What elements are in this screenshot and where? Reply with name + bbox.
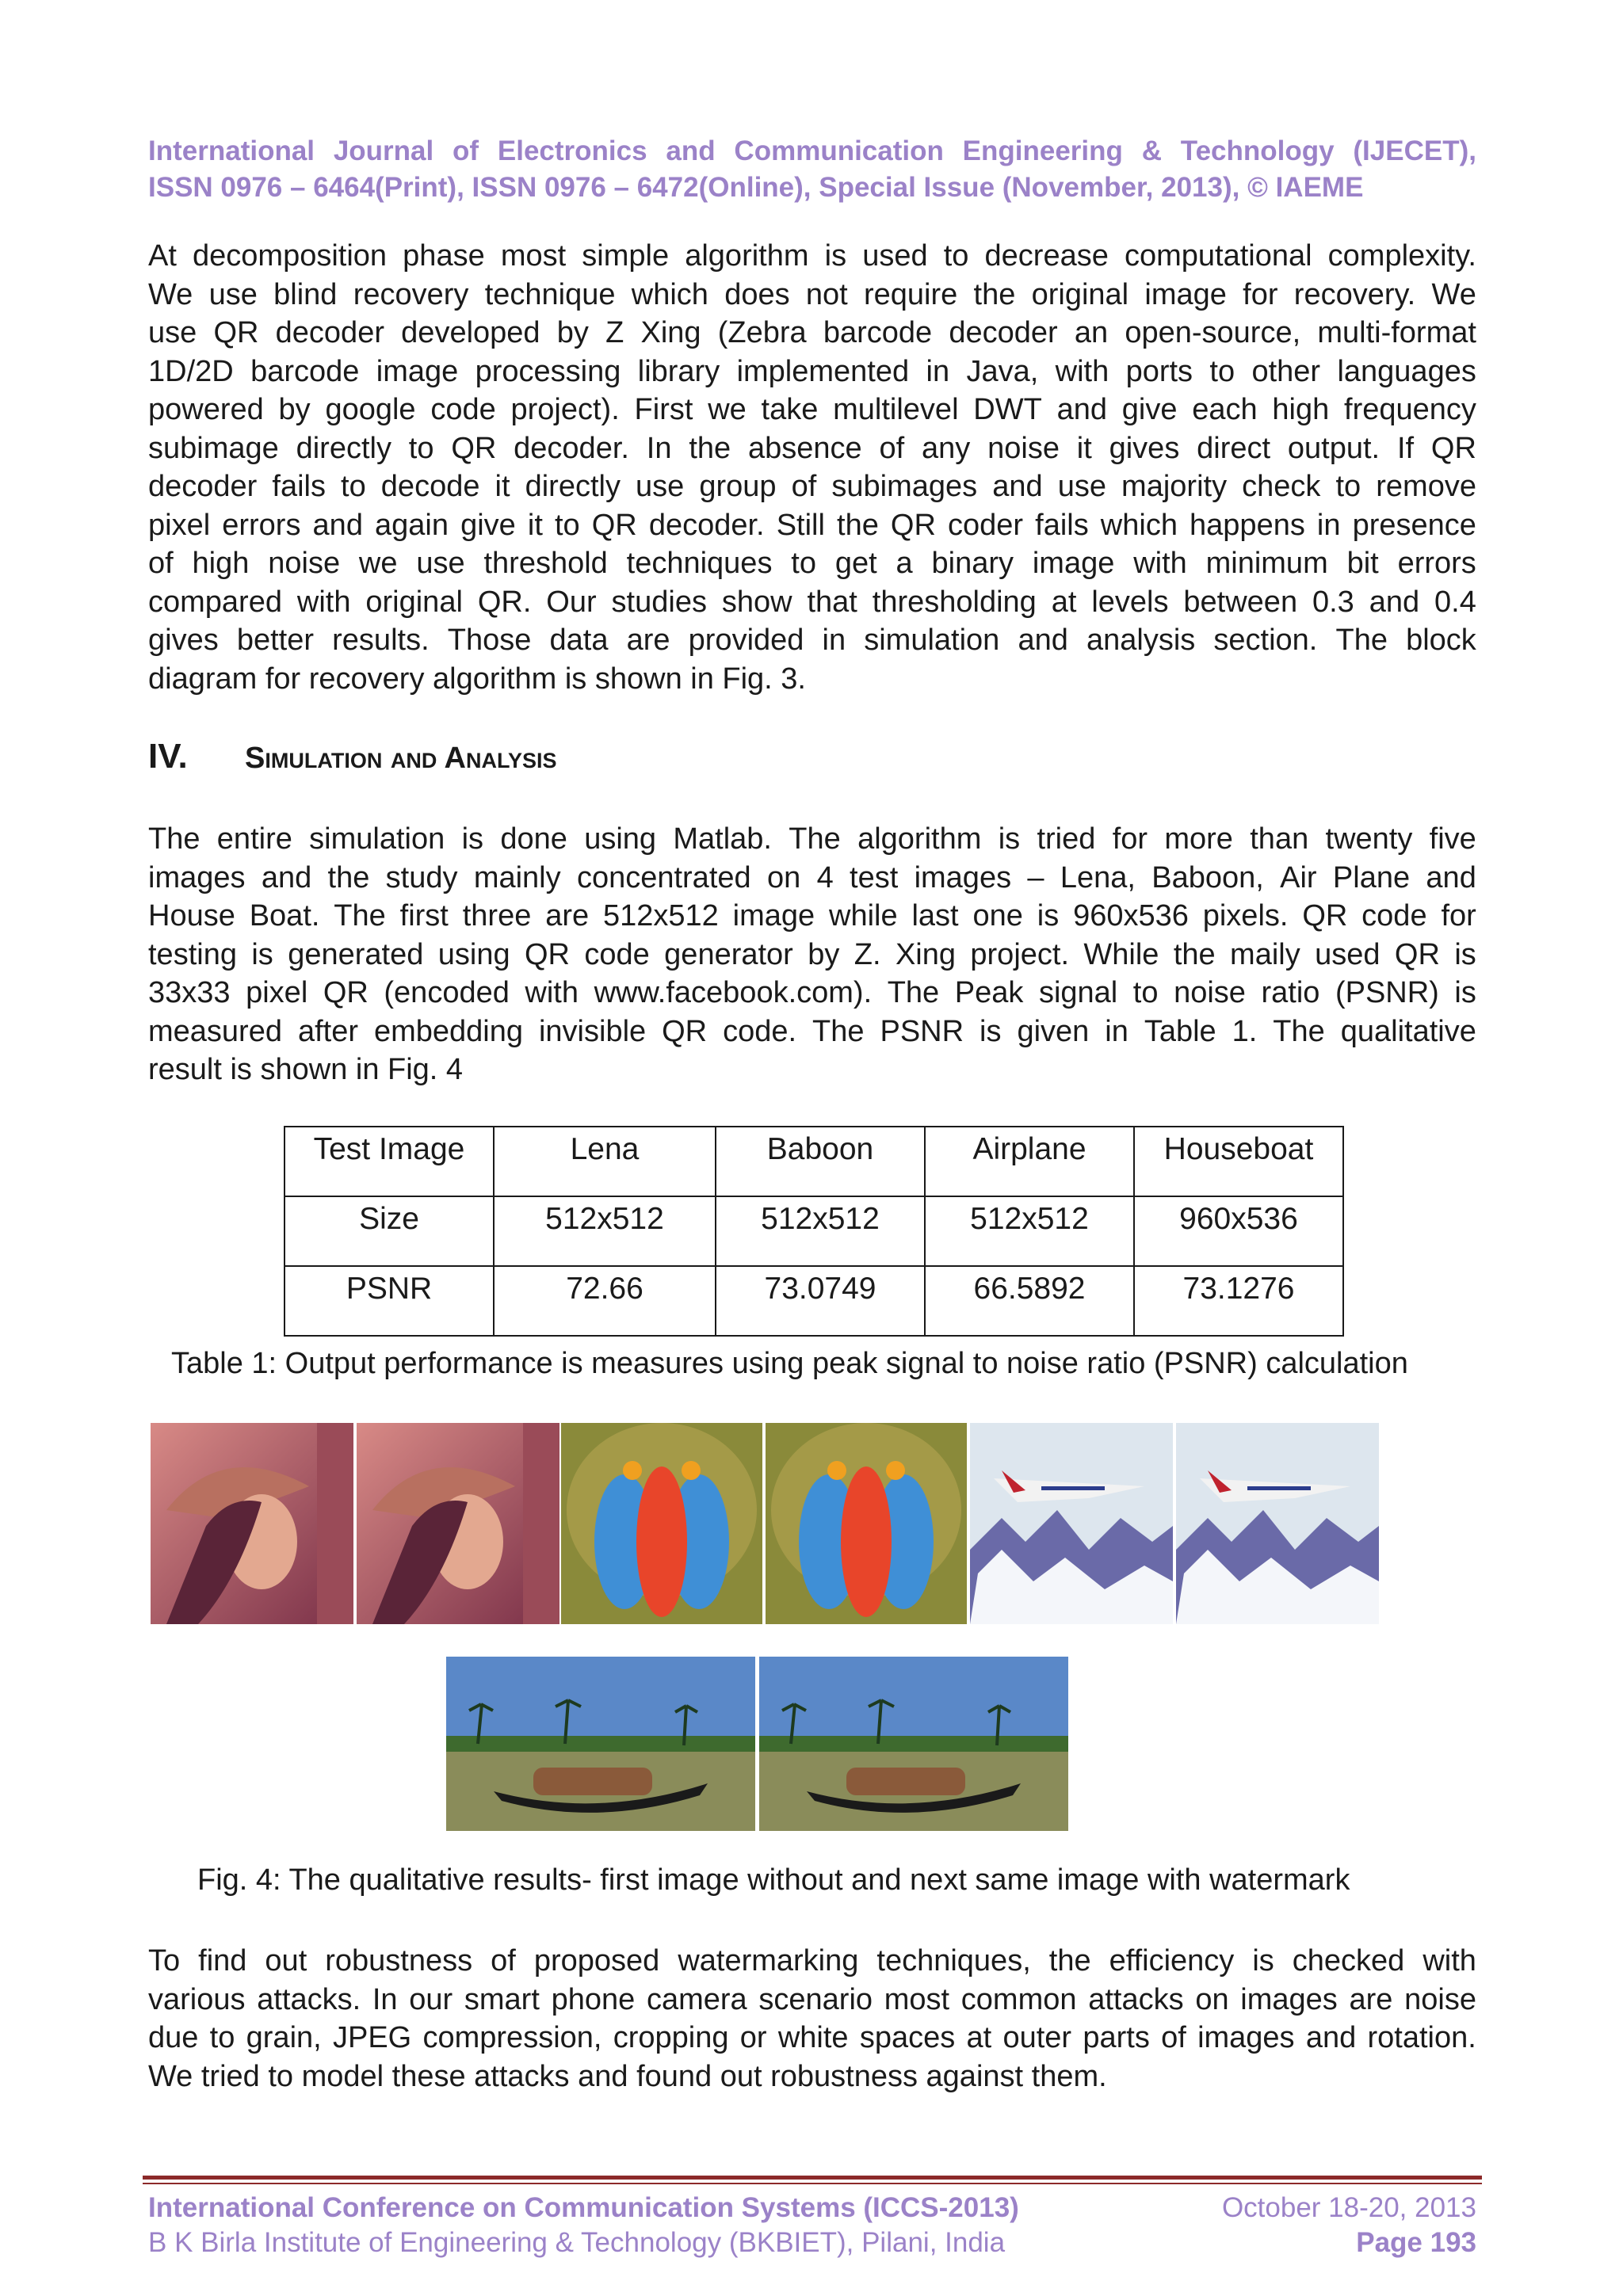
text-line: result is shown in Fig. 4 <box>148 1053 464 1086</box>
airplane-watermarked-image <box>1176 1423 1379 1624</box>
text-line: We use blind recovery technique which does not require the original image for recovery. We <box>148 277 1476 311</box>
table-cell: Test Image <box>285 1127 494 1196</box>
table-cell: PSNR <box>285 1266 494 1336</box>
baboon-watermarked-image <box>766 1423 967 1624</box>
page-number: Page 193 <box>1356 2227 1476 2258</box>
lena-watermarked-image <box>357 1423 559 1624</box>
table-cell: Size <box>285 1196 494 1266</box>
houseboat-watermarked-image <box>759 1657 1068 1831</box>
table-cell: 512x512 <box>925 1196 1134 1266</box>
section-title: Simulation and Analysis <box>245 742 557 775</box>
text-line: 33x33 pixel QR (encoded with www.facebook.com). The Peak signal to noise ratio (PSNR) is <box>148 976 1476 1009</box>
table-cell: 512x512 <box>494 1196 716 1266</box>
journal-header <box>148 133 1476 206</box>
text-line: compared with original QR. Our studies show that thresholding at levels between 0.3 and 0.4 <box>148 585 1476 619</box>
text-line: To find out robustness of proposed watermarking techniques, the efficiency is checked with <box>148 1944 1476 1978</box>
table-row <box>285 1266 1343 1336</box>
footer-line-1 <box>148 2191 1476 2225</box>
header-line-2: ISSN 0976 – 6464(Print), ISSN 0976 – 6472(Online), Special Issue (November, 2013), © IAEME <box>148 172 1364 203</box>
psnr-table <box>284 1126 1344 1337</box>
text-line: powered by google code project). First we take multilevel DWT and give each high frequency <box>148 393 1476 426</box>
text-line: We tried to model these attacks and found out robustness against them. <box>148 2059 1107 2093</box>
footer-line-2 <box>148 2225 1476 2260</box>
table-cell: 512x512 <box>716 1196 925 1266</box>
text-line: House Boat. The first three are 512x512 image while last one is 960x536 pixels. QR code for <box>148 899 1476 933</box>
text-line: images and the study mainly concentrated on 4 test images – Lena, Baboon, Air Plane and <box>148 860 1476 894</box>
table-cell: 960x536 <box>1134 1196 1343 1266</box>
text-line: 1D/2D barcode image processing library implemented in Java, with ports to other languages <box>148 354 1476 388</box>
footer-rule-thick <box>143 2176 1482 2180</box>
text-line: use QR decoder developed by Z Xing (Zebra barcode decoder an open-source, multi-format <box>148 316 1476 349</box>
text-line: various attacks. In our smart phone camera scenario most common attacks on images are noise <box>148 1982 1476 2016</box>
table-cell: 72.66 <box>494 1266 716 1336</box>
institute-name: B K Birla Institute of Engineering & Technology (BKBIET), Pilani, India <box>148 2227 1006 2258</box>
text-line: diagram for recovery algorithm is shown in Fig. 3. <box>148 662 806 696</box>
table-cell: 73.1276 <box>1134 1266 1343 1336</box>
table-cell: 73.0749 <box>716 1266 925 1336</box>
text-line: The entire simulation is done using Matlab. The algorithm is tried for more than twenty five <box>148 822 1476 856</box>
paragraph-robustness <box>148 1942 1476 2096</box>
conference-name: International Conference on Communication Systems (ICCS-2013) <box>148 2192 1019 2223</box>
text-line: of high noise we use threshold techniques to get a binary image with minimum bit errors <box>148 547 1476 580</box>
table-cell: Airplane <box>925 1127 1134 1196</box>
table-row <box>285 1196 1343 1266</box>
footer-rule-thin <box>143 2183 1482 2184</box>
houseboat-original-image <box>446 1657 755 1831</box>
figure-caption: Fig. 4: The qualitative results- first image without and next same image with watermark <box>197 1863 1350 1897</box>
table-cell: 66.5892 <box>925 1266 1134 1336</box>
text-line: measured after embedding invisible QR code. The PSNR is given in Table 1. The qualitative <box>148 1014 1476 1048</box>
baboon-original-image <box>561 1423 762 1624</box>
text-line: subimage directly to QR decoder. In the absence of any noise it gives direct output. If QR <box>148 431 1476 465</box>
text-line: pixel errors and again give it to QR decoder. Still the QR coder fails which happens in presence <box>148 508 1476 542</box>
text-line: due to grain, JPEG compression, cropping or white spaces at outer parts of images and rotation. <box>148 2021 1476 2054</box>
header-line-1: International Journal of Electronics and Communication Engineering & Technology (IJECET), <box>148 135 1476 166</box>
paragraph-recovery <box>148 237 1476 698</box>
text-line: At decomposition phase most simple algorithm is used to decrease computational complexity. <box>148 239 1476 273</box>
conference-dates: October 18-20, 2013 <box>1221 2192 1476 2223</box>
text-line: testing is generated using QR code generator by Z. Xing project. While the maily used QR is <box>148 937 1476 971</box>
table-cell: Houseboat <box>1134 1127 1343 1196</box>
text-line: gives better results. Those data are provided in simulation and analysis section. The block <box>148 624 1476 657</box>
table-caption: Table 1: Output performance is measures using peak signal to noise ratio (PSNR) calculation <box>171 1347 1408 1380</box>
table-cell: Lena <box>494 1127 716 1196</box>
section-number: IV. <box>148 737 188 776</box>
airplane-original-image <box>970 1423 1173 1624</box>
table-cell: Baboon <box>716 1127 925 1196</box>
paragraph-simulation <box>148 820 1476 1089</box>
lena-original-image <box>151 1423 353 1624</box>
table-row <box>285 1127 1343 1196</box>
text-line: decoder fails to decode it directly use group of subimages and use majority check to remove <box>148 470 1476 503</box>
section-heading <box>148 737 557 776</box>
